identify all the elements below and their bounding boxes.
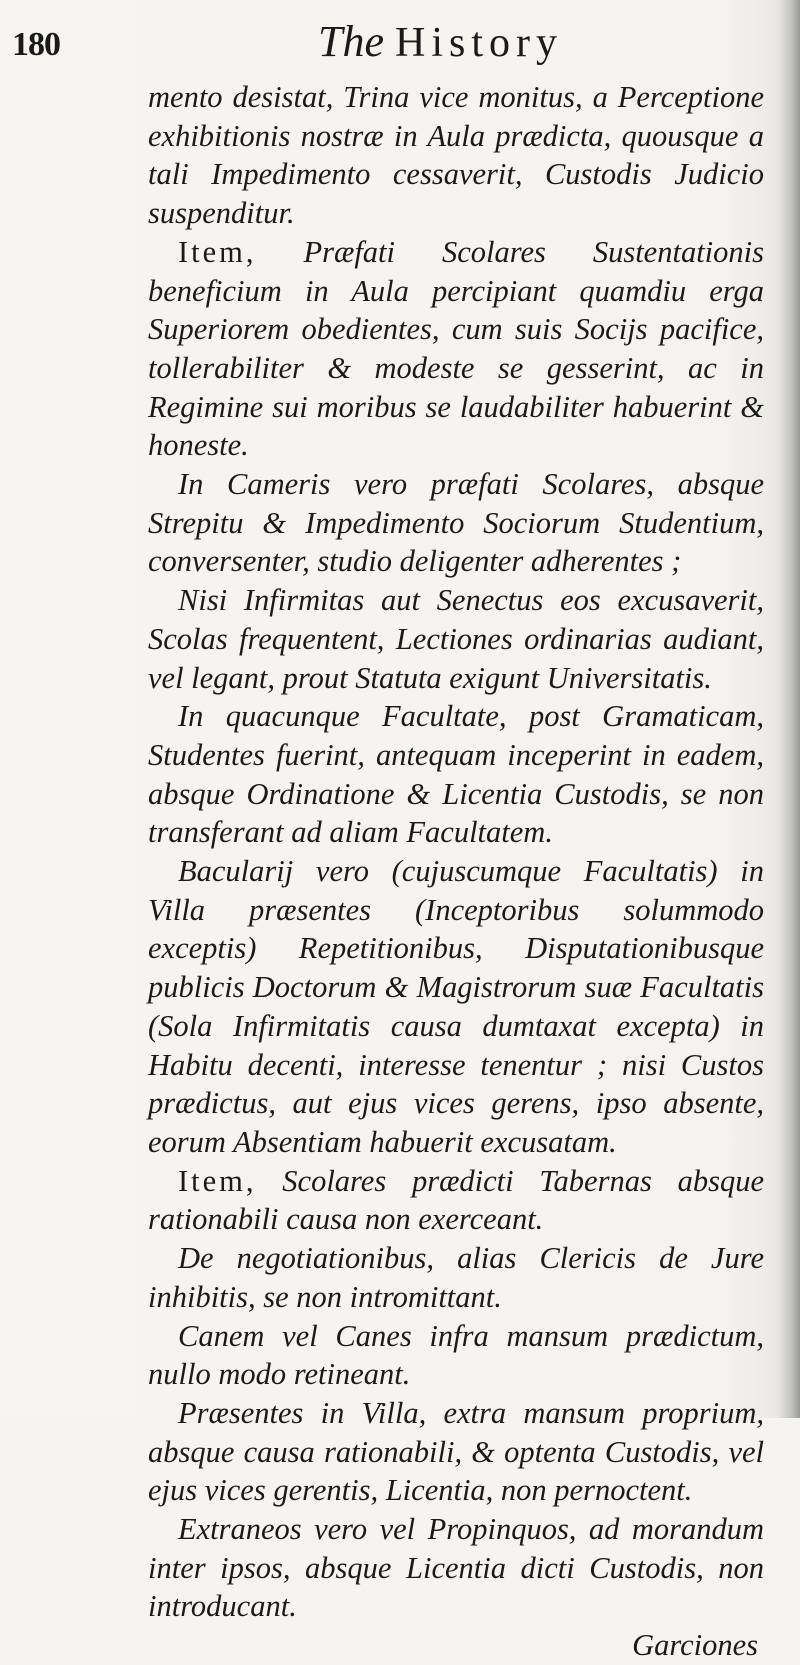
paragraph-cameris xyxy=(148,465,764,581)
running-head-history: History xyxy=(395,20,563,66)
paragraph-text: Nisi Infirmitas aut Senectus eos excusaverit, Scolas frequentent, Lectiones ordinarias audiant, vel legant, prout Statuta exigunt Universitatis. xyxy=(148,583,764,695)
catchword: Garciones xyxy=(632,1628,758,1663)
paragraph-facultate xyxy=(148,697,764,852)
running-head xyxy=(318,16,563,67)
paragraph-text: In quacunque Facultate, post Gramaticam, Studentes fuerint, antequam inceperint in eadem, absque Ordinatione & Licentia Custodis, se non transferant ad aliam Facultatem. xyxy=(148,699,764,850)
paragraph-text: Scolares prædicti Tabernas absque rationabili causa non exerceant. xyxy=(148,1163,764,1237)
running-head-the: The xyxy=(318,17,384,66)
paragraph-canem xyxy=(148,1317,764,1394)
paragraph-infirmitas xyxy=(148,581,764,697)
paragraph-bacularij xyxy=(148,852,764,1162)
paragraph-text: In Cameris vero præfati Scolares, absque Strepitu & Impedimento Sociorum Studentium, conversenter, studio deligenter adherentes ; xyxy=(148,467,764,579)
page-binding-edge xyxy=(778,0,800,1418)
paragraph-text: Præfati Scolares Sustentationis beneficium in Aula percipiant quamdiu erga Superiorem obedientes, cum suis Socijs pacifice, tollerabiliter & modeste se gesserint, ac in Regimine sui moribus se laudabiliter habuerint & honeste. xyxy=(148,234,764,463)
body-text xyxy=(148,78,764,1665)
paragraph-praesentes xyxy=(148,1394,764,1510)
paragraph-continuation xyxy=(148,78,764,233)
item-lead: Item, xyxy=(178,234,257,269)
paragraph-text: Bacularij vero (cujuscumque Facultatis) in Villa præsentes (Inceptoribus solummodo exceptis) Repetitionibus, Disputationibusque publicis Doctorum & Magistrorum suæ Facultatis (Sola Infirmitatis causa dumtaxat excepta) in Habitu decenti, interesse tenentur ; nisi Custos prædictus, aut ejus vices gerens, ipso absente, eorum Absentiam habuerit excusatam. xyxy=(148,854,764,1159)
item-lead: Item, xyxy=(178,1163,257,1198)
paragraph-extraneos xyxy=(148,1510,764,1626)
paragraph-negotiationibus xyxy=(148,1239,764,1316)
paragraph-text: Canem vel Canes infra mansum prædictum, nullo modo retineant. xyxy=(148,1318,764,1392)
paragraph-item-tabernas xyxy=(148,1162,764,1239)
paragraph-text: De negotiationibus, alias Clericis de Jure inhibitis, se non intromittant. xyxy=(148,1241,764,1314)
paragraph-item-sustentation xyxy=(148,233,764,465)
page-number: 180 xyxy=(12,26,60,63)
page-header xyxy=(0,8,800,68)
paragraph-text: mento desistat, Trina vice monitus, a Perceptione exhibitionis nostræ in Aula prædicta, quousque a tali Impedimento cessaverit, Custodis Judicio suspenditur. xyxy=(148,80,764,231)
paragraph-text: Præsentes in Villa, extra mansum proprium, absque causa rationabili, & optenta Custodis, vel ejus vices gerentis, Licentia, non pernoctent. xyxy=(148,1395,764,1508)
paragraph-text: Extraneos vero vel Propinquos, ad morandum inter ipsos, absque Licentia dicti Custodis, non introducant. xyxy=(148,1512,764,1624)
